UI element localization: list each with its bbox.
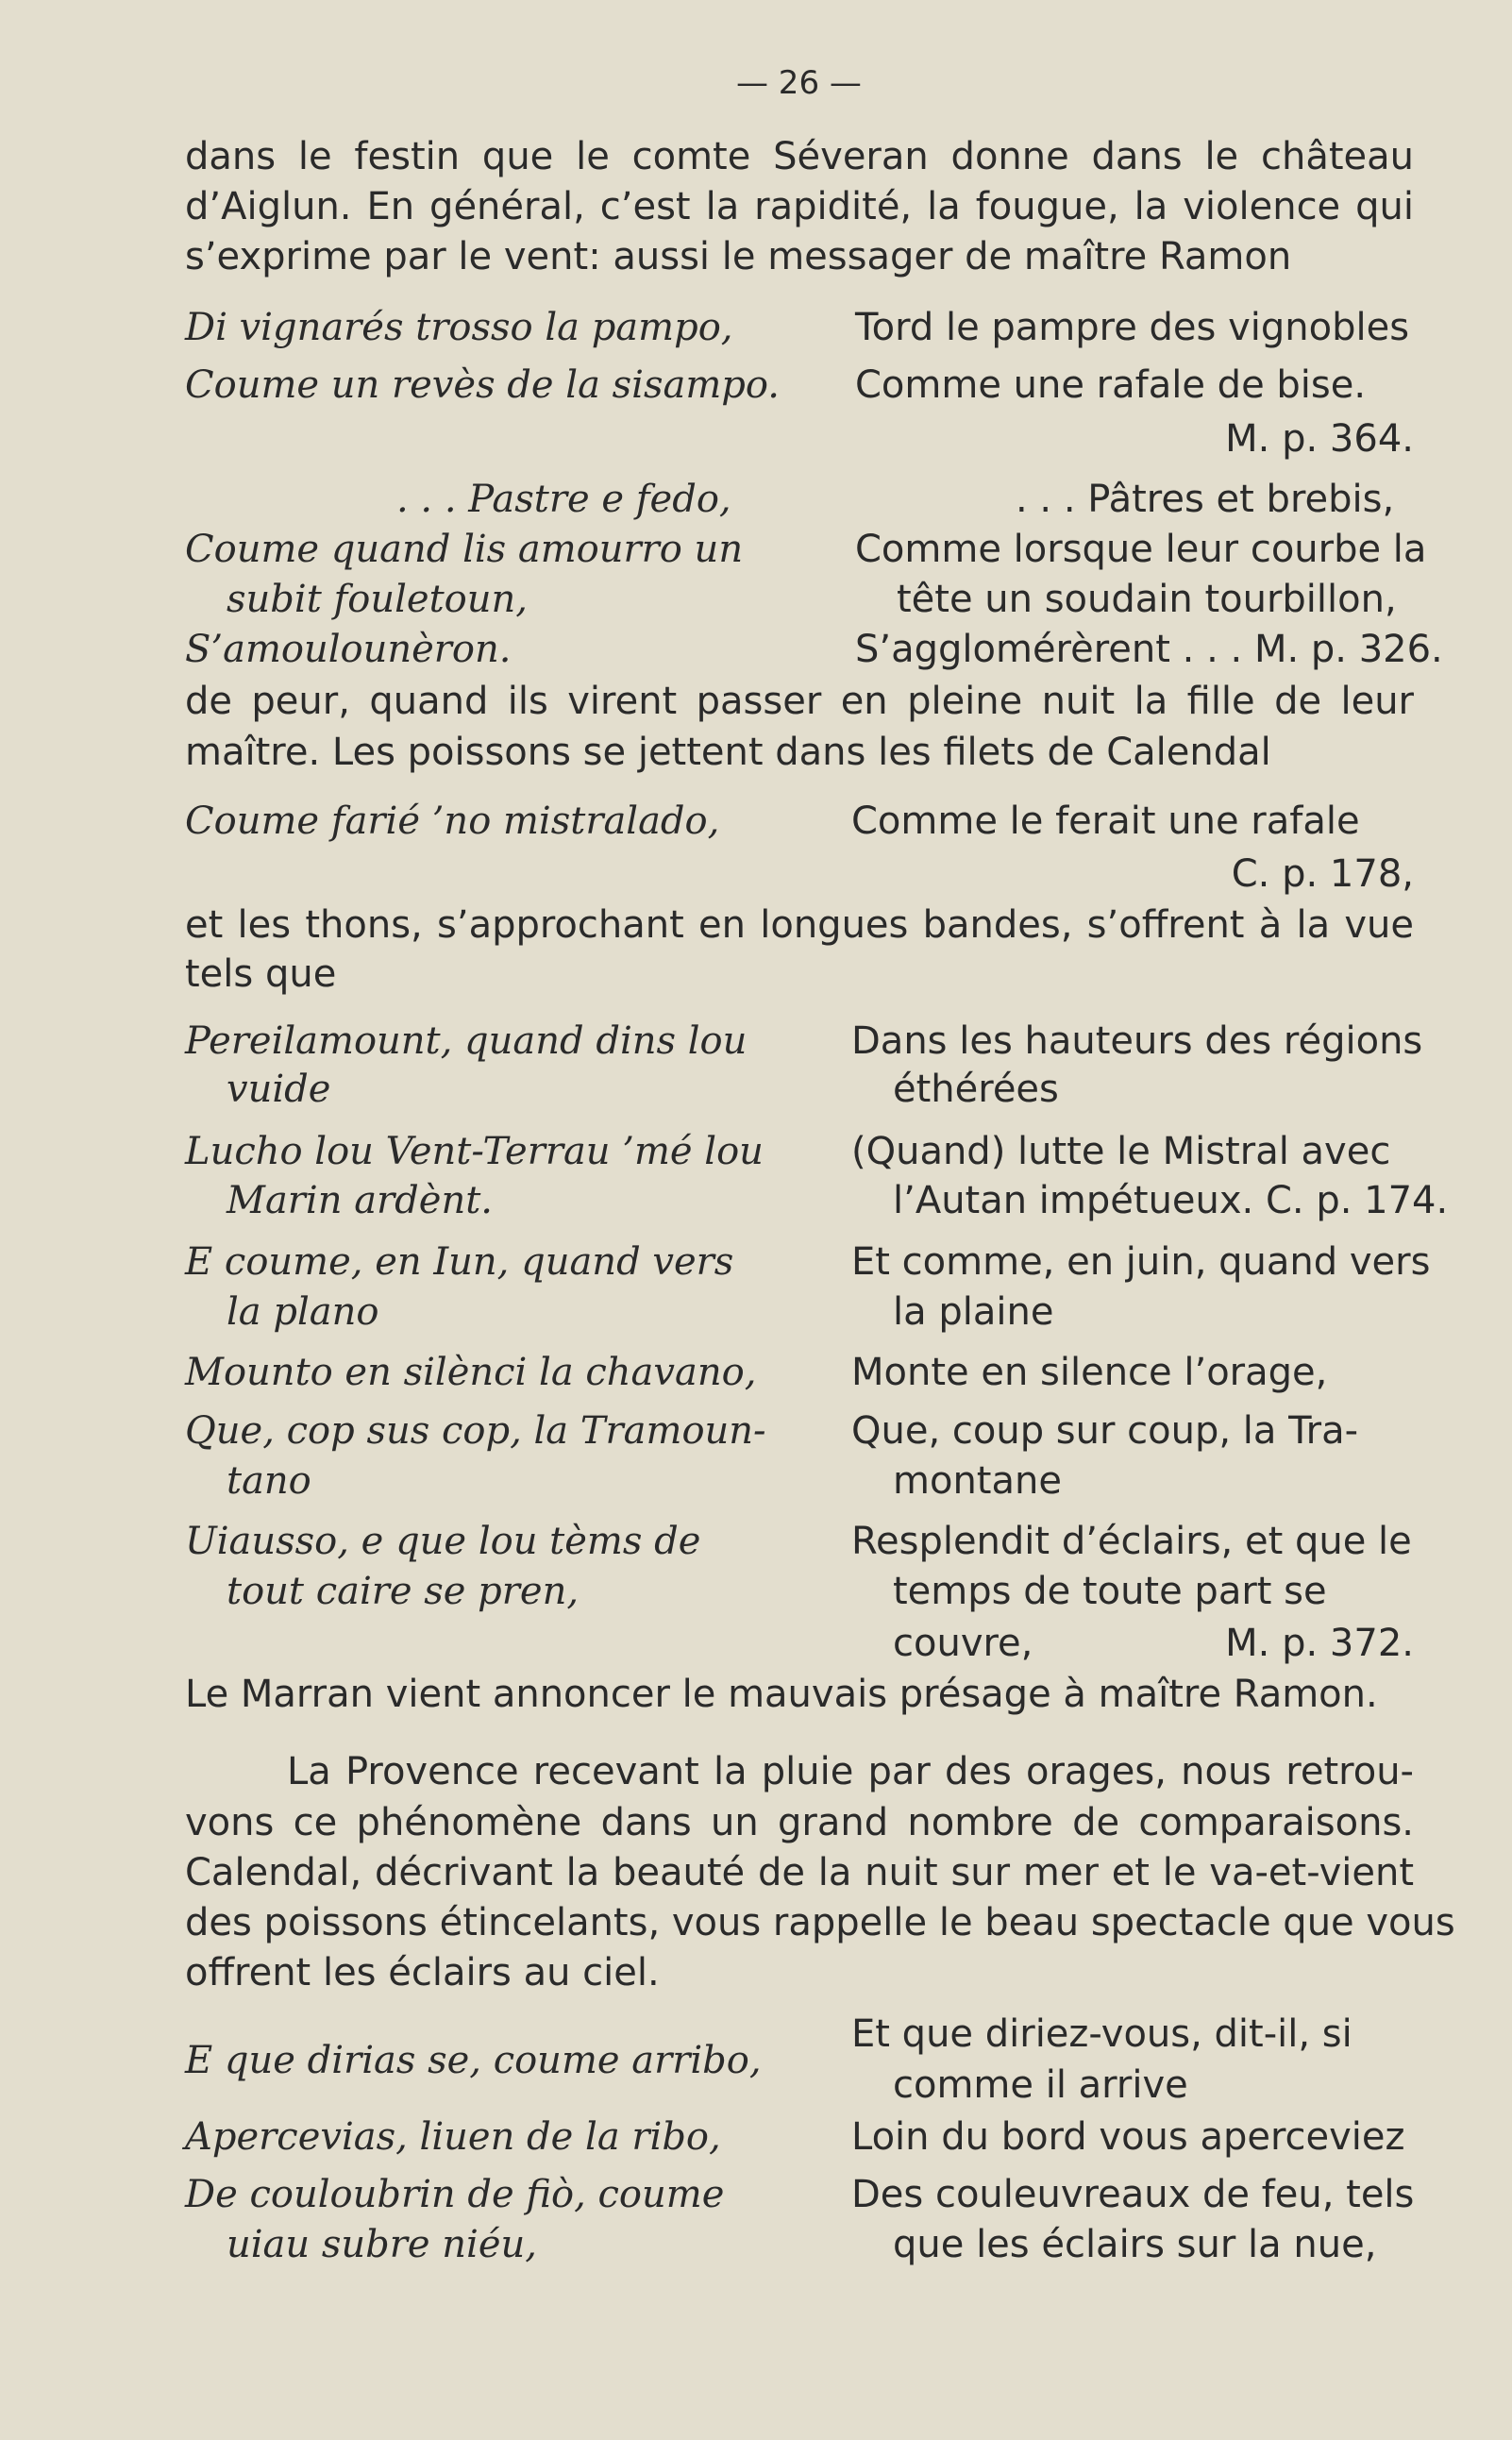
paragraph-line: maître. Les poissons se jettent dans les filets de Calendal xyxy=(185,731,1271,774)
verse-french: Que, coup sur coup, la Tra- xyxy=(851,1409,1359,1453)
verse-french: Loin du bord vous aperceviez xyxy=(851,2115,1405,2159)
verse-french: (Quand) lutte le Mistral avec xyxy=(851,1130,1391,1173)
verse-french: Comme lorsque leur courbe la xyxy=(855,528,1427,571)
verse-provencal: Pereilamount, quand dins lou xyxy=(185,1019,748,1063)
verse-french: Comme une rafale de bise. xyxy=(855,363,1367,407)
verse-provencal: Coume farié ’no mistralado, xyxy=(185,799,720,843)
verse-provencal: Coume quand lis amourro un xyxy=(185,528,744,571)
verse-provencal: E coume, en Iun, quand vers xyxy=(185,1240,734,1284)
verse-provencal: uiau subre niéu, xyxy=(227,2223,537,2266)
verse-provencal: tano xyxy=(227,1459,311,1503)
verse-french: comme il arrive xyxy=(893,2063,1188,2107)
verse-french: Tord le pampre des vignobles xyxy=(855,306,1410,349)
verse-provencal: tout caire se pren, xyxy=(227,1570,580,1613)
verse-provencal: . . . Pastre e fedo, xyxy=(396,478,731,521)
verse-french: Monte en silence l’orage, xyxy=(851,1351,1328,1394)
paragraph-line: offrent les éclairs au ciel. xyxy=(185,1951,660,1994)
verse-provencal: subit fouletoun, xyxy=(227,578,528,621)
verse-provencal: Que, cop sus cop, la Tramoun- xyxy=(185,1409,766,1453)
verse-french: Et comme, en juin, quand vers xyxy=(851,1240,1431,1284)
verse-provencal: Lucho lou Vent-Terrau ’mé lou xyxy=(185,1130,764,1173)
verse-french: couvre, xyxy=(893,1622,1033,1665)
verse-french: Et que diriez-vous, dit-il, si xyxy=(851,2012,1352,2056)
paragraph-line: Le Marran vient annoncer le mauvais présage à maître Ramon. xyxy=(185,1673,1378,1716)
verse-french: Dans les hauteurs des régions xyxy=(851,1019,1423,1063)
verse-french: l’Autan impétueux. C. p. 174. xyxy=(893,1179,1449,1222)
verse-provencal: E que dirias se, coume arribo, xyxy=(185,2039,762,2082)
verse-reference: M. p. 372. xyxy=(1225,1622,1414,1665)
verse-provencal: la plano xyxy=(227,1290,379,1334)
verse-provencal: Marin ardènt. xyxy=(227,1179,493,1222)
verse-french: la plaine xyxy=(893,1290,1054,1334)
page-number: — 26 — xyxy=(736,64,862,102)
paragraph-line: vons ce phénomène dans un grand nombre de comparaisons. xyxy=(185,1801,1414,1844)
verse-french: S’agglomérèrent . . . M. p. 326. xyxy=(855,628,1443,671)
verse-french: Comme le ferait une rafale xyxy=(851,799,1360,843)
verse-french: montane xyxy=(893,1459,1062,1503)
verse-provencal: Mounto en silènci la chavano, xyxy=(185,1351,757,1394)
verse-provencal: Apercevias, liuen de la ribo, xyxy=(185,2115,721,2159)
paragraph-line: Calendal, décrivant la beauté de la nuit sur mer et le va-et-vient xyxy=(185,1851,1414,1894)
verse-french: temps de toute part se xyxy=(893,1570,1327,1613)
verse-provencal: De couloubrin de fiò, coume xyxy=(185,2173,725,2216)
paragraph-line: de peur, quand ils virent passer en pleine nuit la fille de leur xyxy=(185,680,1414,723)
verse-french: que les éclairs sur la nue, xyxy=(893,2223,1377,2266)
verse-french: Resplendit d’éclairs, et que le xyxy=(851,1520,1412,1563)
verse-provencal: S’amoulounèron. xyxy=(185,628,512,671)
verse-french: tête un soudain tourbillon, xyxy=(897,578,1397,621)
verse-french: . . . Pâtres et brebis, xyxy=(1016,478,1395,521)
paragraph-line: tels que xyxy=(185,952,337,996)
verse-provencal: Coume un revès de la sisampo. xyxy=(185,363,780,407)
paragraph-line: La Provence recevant la pluie par des orages, nous retrou- xyxy=(287,1750,1414,1793)
paragraph-line: s’exprime par le vent: aussi le messager de maître Ramon xyxy=(185,235,1292,278)
paragraph-line: et les thons, s’approchant en longues bandes, s’offrent à la vue xyxy=(185,903,1414,947)
paragraph-line: dans le festin que le comte Séveran donne dans le château xyxy=(185,135,1414,178)
verse-french: Des couleuvreaux de feu, tels xyxy=(851,2173,1415,2216)
verse-reference: C. p. 178, xyxy=(1231,852,1414,896)
verse-french: éthérées xyxy=(893,1068,1059,1111)
paragraph-line: d’Aiglun. En général, c’est la rapidité, la fougue, la violence qui xyxy=(185,185,1414,228)
verse-provencal: vuide xyxy=(227,1068,331,1111)
verse-reference: M. p. 364. xyxy=(1225,417,1414,461)
paragraph-line: des poissons étincelants, vous rappelle le beau spectacle que vous xyxy=(185,1901,1455,1944)
verse-provencal: Di vignarés trosso la pampo, xyxy=(185,306,733,349)
verse-provencal: Uiausso, e que lou tèms de xyxy=(185,1520,701,1563)
